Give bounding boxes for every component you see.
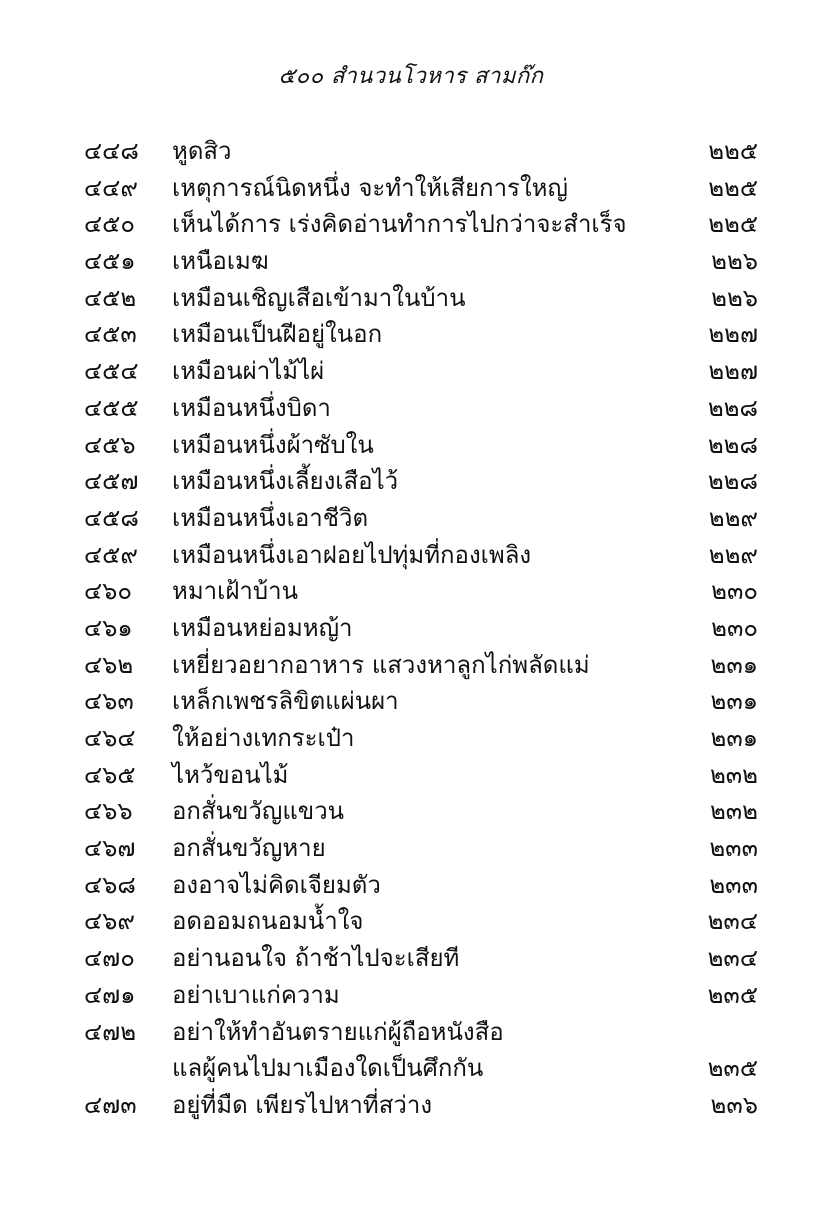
entry-title: เห็นได้การ เร่งคิดอ่านทำการไปกว่าจะสำเร็จ xyxy=(172,210,627,239)
entry-title: ไหว้ขอนไม้ xyxy=(172,760,289,789)
contents-entry xyxy=(0,683,822,720)
entry-number: ๔๕๐ xyxy=(84,210,135,239)
contents-entry xyxy=(0,1014,822,1051)
entry-number: ๔๖๘ xyxy=(84,870,136,899)
contents-entry xyxy=(0,867,822,904)
contents-entry xyxy=(0,610,822,647)
entry-title: เหยี่ยวอยากอาหาร แสวงหาลูกไก่พลัดแม่ xyxy=(172,650,590,679)
entry-number: ๔๕๒ xyxy=(84,283,137,312)
entry-title: เหนือเมฆ xyxy=(172,247,269,276)
entry-page-number: ๒๒๖ xyxy=(711,283,758,312)
entry-page-number: ๒๒๕ xyxy=(708,210,758,239)
contents-entry xyxy=(0,830,822,867)
entry-page-number: ๒๒๙ xyxy=(708,540,758,569)
entry-number: ๔๗๓ xyxy=(84,1090,137,1119)
entry-page-number: ๒๒๖ xyxy=(711,247,758,276)
contents-entry xyxy=(0,316,822,353)
entry-title: หมาเฝ้าบ้าน xyxy=(172,577,298,606)
entry-title: อย่านอนใจ ถ้าช้าไปจะเสียที xyxy=(172,944,460,973)
entry-number: ๔๖๓ xyxy=(84,687,134,716)
entry-title: เหมือนหนึ่งเลี้ยงเสือไว้ xyxy=(172,467,399,496)
contents-entry xyxy=(0,353,822,390)
entry-title: เหมือนผ่าไม้ไผ่ xyxy=(172,357,325,386)
entry-page-number: ๒๓๕ xyxy=(707,980,758,1009)
entry-title: อกสั่นขวัญแขวน xyxy=(172,797,345,826)
contents-list xyxy=(0,133,822,1124)
entry-number: ๔๖๙ xyxy=(84,907,135,936)
entry-number: ๔๕๑ xyxy=(84,247,136,276)
entry-title: เหล็กเพชรลิขิตแผ่นผา xyxy=(172,687,399,716)
entry-page-number: ๒๓๓ xyxy=(709,870,758,899)
contents-entry xyxy=(0,537,822,574)
entry-number: ๔๕๕ xyxy=(84,393,139,422)
contents-entry xyxy=(0,940,822,977)
entry-page-number: ๒๓๑ xyxy=(710,724,758,752)
entry-title: เหมือนเป็นฝีอยู่ในอก xyxy=(172,320,383,349)
contents-entry xyxy=(0,720,822,757)
contents-entry xyxy=(0,500,822,537)
entry-number: ๔๔๘ xyxy=(84,137,139,165)
entry-title: เหมือนหย่อมหญ้า xyxy=(172,613,353,642)
entry-number: ๔๗๐ xyxy=(84,944,135,973)
contents-entry xyxy=(0,463,822,500)
entry-page-number: ๒๒๘ xyxy=(707,467,758,496)
entry-number: ๔๖๖ xyxy=(84,797,133,826)
contents-entry xyxy=(0,1087,822,1124)
contents-entry xyxy=(0,977,822,1014)
entry-number: ๔๔๙ xyxy=(84,173,138,202)
entry-number: ๔๖๑ xyxy=(84,613,133,642)
entry-title: เหมือนหนึ่งเอาฝอยไปทุ่มที่กองเพลิง xyxy=(172,540,532,569)
entry-number: ๔๗๑ xyxy=(84,980,136,1009)
entry-number: ๔๖๐ xyxy=(84,577,133,606)
entry-page-number: ๒๓๖ xyxy=(710,1090,758,1119)
contents-entry xyxy=(0,280,822,317)
contents-entry xyxy=(0,647,822,684)
entry-page-number: ๒๒๘ xyxy=(707,430,758,459)
entry-title: ให้อย่างเทกระเป๋า xyxy=(172,724,355,752)
entry-number: ๔๖๕ xyxy=(84,760,136,789)
entry-number: ๔๖๔ xyxy=(84,724,136,752)
entry-number: ๔๗๒ xyxy=(84,1017,137,1046)
contents-entry xyxy=(0,903,822,940)
entry-page-number: ๒๓๐ xyxy=(711,577,758,606)
entry-title: เหตุการณ์นิดหนึ่ง จะทำให้เสียการใหญ่ xyxy=(172,173,568,202)
entry-page-number: ๒๓๑ xyxy=(710,687,758,716)
entry-page-number: ๒๒๕ xyxy=(708,173,758,202)
entry-page-number: ๒๒๘ xyxy=(707,393,758,422)
entry-number: ๔๖๒ xyxy=(84,650,134,679)
entry-title: เหมือนหนึ่งผ้าซับใน xyxy=(172,430,374,459)
entry-page-number: ๒๓๓ xyxy=(709,834,758,863)
entry-number: ๔๕๓ xyxy=(84,320,137,349)
entry-page-number: ๒๓๑ xyxy=(710,650,758,679)
entry-page-number: ๒๓๔ xyxy=(707,907,758,936)
contents-entry xyxy=(0,793,822,830)
entry-title: เหมือนเชิญเสือเข้ามาในบ้าน xyxy=(172,283,466,312)
entry-number: ๔๕๗ xyxy=(84,467,139,496)
entry-page-number: ๒๒๙ xyxy=(708,503,758,532)
contents-entry xyxy=(0,390,822,427)
entry-page-number: ๒๓๒ xyxy=(709,760,758,789)
contents-entry-continuation xyxy=(0,1050,822,1087)
entry-number: ๔๕๔ xyxy=(84,357,139,386)
entry-title: อกสั่นขวัญหาย xyxy=(172,834,326,863)
page-header-title: ๕๐๐ สำนวนโวหาร สามก๊ก xyxy=(278,64,544,89)
contents-entry xyxy=(0,133,822,170)
contents-entry xyxy=(0,757,822,794)
entry-page-number: ๒๒๗ xyxy=(708,357,758,386)
entry-title: อดออมถนอมน้ำใจ xyxy=(172,907,364,936)
entry-title: เหมือนหนึ่งบิดา xyxy=(172,393,331,422)
entry-number: ๔๕๙ xyxy=(84,540,138,569)
entry-title-continued: แลผู้คนไปมาเมืองใดเป็นศึกกัน xyxy=(172,1054,484,1083)
contents-entry xyxy=(0,427,822,464)
contents-entry xyxy=(0,206,822,243)
entry-page-number: ๒๓๒ xyxy=(709,797,758,826)
entry-title: หูดสิว xyxy=(172,137,232,165)
entry-title: อยู่ที่มืด เพียรไปหาที่สว่าง xyxy=(172,1090,433,1119)
entry-title: อย่าให้ทำอันตรายแก่ผู้ถือหนังสือ xyxy=(172,1017,504,1046)
contents-entry xyxy=(0,243,822,280)
entry-page-number: ๒๒๗ xyxy=(708,320,758,349)
entry-page-number: ๒๓๐ xyxy=(711,613,758,642)
entry-page-number: ๒๓๔ xyxy=(707,944,758,973)
entry-title: อย่าเบาแก่ความ xyxy=(172,980,340,1009)
entry-number: ๔๕๖ xyxy=(84,430,136,459)
entry-title: องอาจไม่คิดเจียมตัว xyxy=(172,870,381,899)
entry-page-number: ๒๒๕ xyxy=(708,137,758,165)
contents-entry xyxy=(0,170,822,207)
entry-page-number: ๒๓๕ xyxy=(707,1054,758,1083)
entry-number: ๔๕๘ xyxy=(84,503,139,532)
entry-title: เหมือนหนึ่งเอาชีวิต xyxy=(172,503,369,532)
contents-entry xyxy=(0,573,822,610)
entry-number: ๔๖๗ xyxy=(84,834,136,863)
